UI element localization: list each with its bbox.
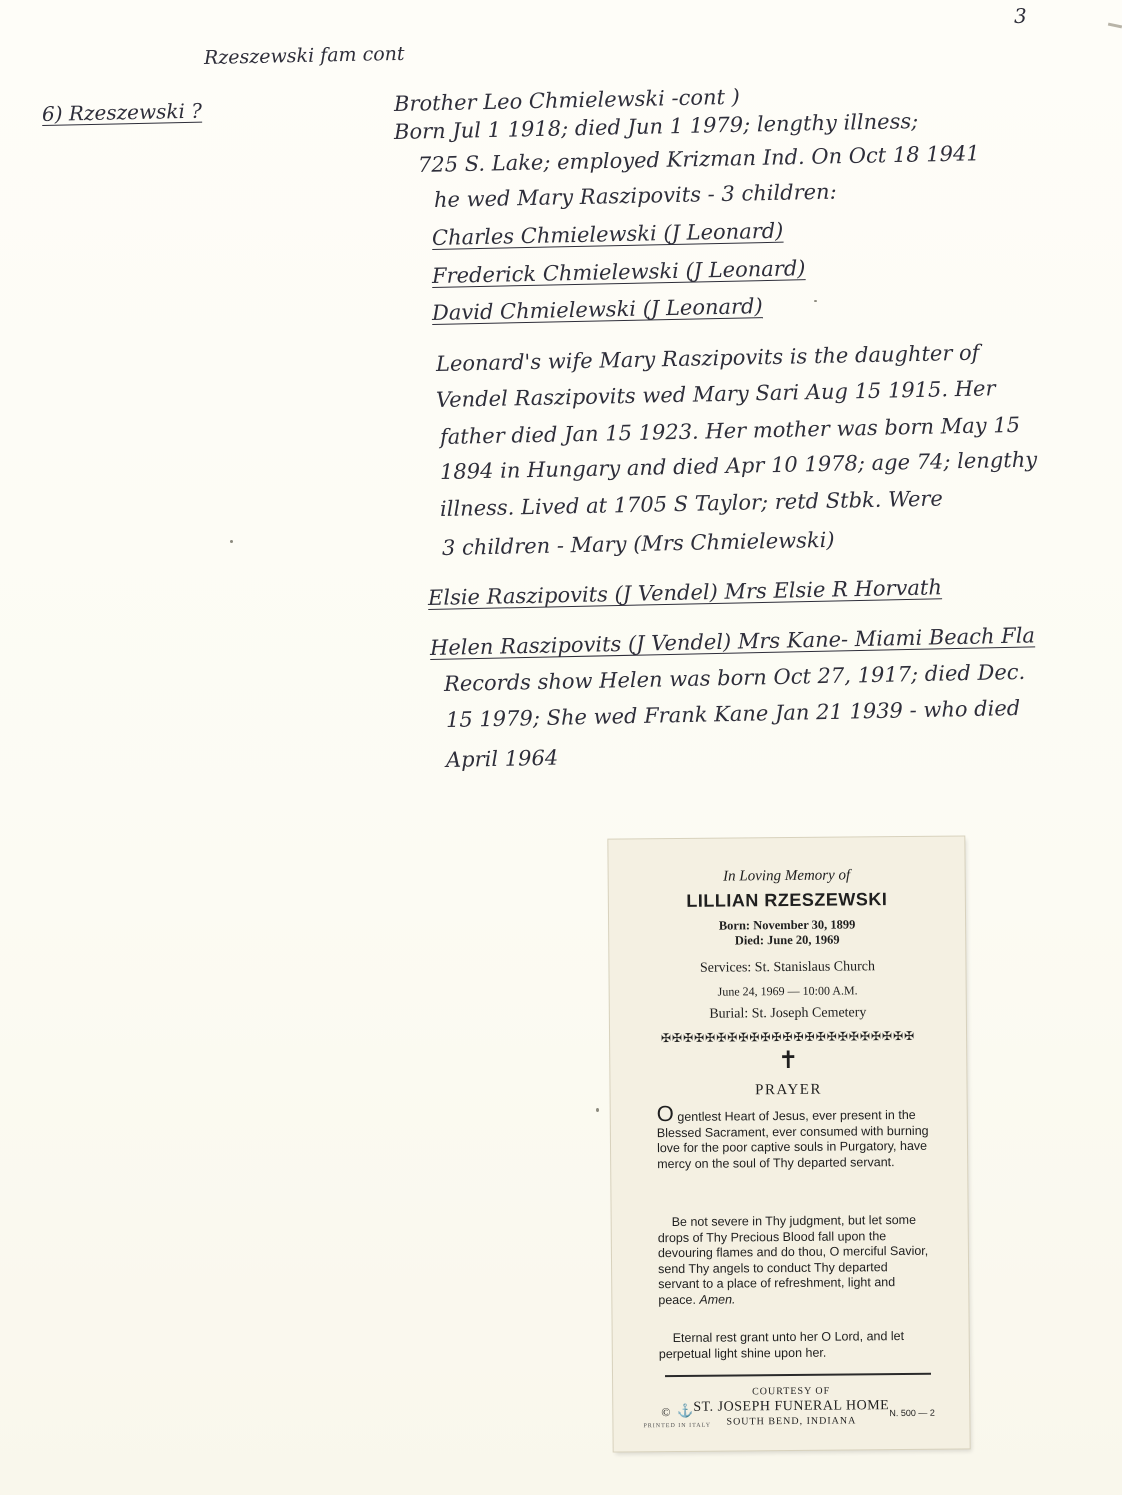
card-born: Born: November 30, 1899 [718, 917, 856, 933]
card-prayer-paragraph [658, 1213, 931, 1308]
note-line: illness. Lived at 1705 S Taylor; retd Stbk. Were [439, 486, 944, 521]
child-entry: Elsie Raszipovits (J Vendel) Mrs Elsie R Horvath [427, 575, 943, 610]
note-line: Leonard's wife Mary Raszipovits is the daughter of [435, 340, 980, 376]
card-prayer-text: gentlest Heart of Jesus, ever present in the Blessed Sacrament, ever consumed with burning love for the poor captive souls in Purgatory, have mercy on the soul of Thy departed servant. [656, 1107, 929, 1171]
card-prayer-paragraph [656, 1101, 930, 1172]
card-deceased-name: LILLIAN RZESZEWSKI [686, 889, 888, 911]
card-dates [609, 916, 965, 949]
note-line: Records show Helen was born Oct 27, 1917; died Dec. [443, 659, 1026, 696]
card-courtesy: COURTESY OF [752, 1385, 831, 1398]
card-funeral-home: ST. JOSEPH FUNERAL HOME [693, 1398, 890, 1415]
memorial-prayer-card [608, 836, 969, 1451]
anchor-icon: ⚓ [677, 1402, 694, 1418]
card-prayer-paragraph: Eternal rest grant unto her O Lord, and let perpetual light shine upon her. [658, 1329, 905, 1361]
card-drop-cap: O [656, 1101, 674, 1127]
child-entry: Frederick Chmielewski (J Leonard) [431, 256, 806, 288]
page-header: Rzeszewski fam cont [203, 42, 405, 69]
note-line: 725 S. Lake; employed Krizman Ind. On Oct 18 1941 [417, 141, 980, 177]
child-entry: Helen Raszipovits (J Vendel) Mrs Kane- Miami Beach Fla [429, 623, 1036, 660]
card-burial: Burial: St. Joseph Cemetery [709, 1005, 867, 1022]
card-prayer-title: PRAYER [755, 1081, 823, 1099]
note-line: Born Jul 1 1918; died Jun 1 1979; lengthy illness; [393, 109, 919, 144]
paper-speck [596, 1108, 599, 1112]
card-divider [665, 1373, 931, 1377]
card-services: Services: St. Stanislaus Church [699, 959, 876, 976]
section-label: 6) Rzeszewski ? [41, 98, 203, 126]
note-line: Brother Leo Chmielewski -cont ) [393, 84, 741, 116]
note-line: Vendel Raszipovits wed Mary Sari Aug 15 1915. Her [435, 376, 996, 412]
card-prayer-amen: Amen. [699, 1291, 736, 1307]
child-entry: Charles Chmielewski (J Leonard) [431, 218, 784, 250]
card-memory-line: In Loving Memory of [723, 867, 851, 885]
card-cross-border: ✠✠✠✠✠✠✠✠✠✠✠✠✠✠✠✠✠✠✠✠✠✠✠ [660, 1028, 916, 1046]
note-line: 3 children - Mary (Mrs Chmielewski) [441, 527, 835, 560]
page-number: 3 [1013, 3, 1027, 28]
paper-speck [230, 540, 233, 543]
note-line: 1894 in Hungary and died Apr 10 1978; age 74; lengthy [439, 447, 1038, 484]
card-printed-in: PRINTED IN ITALY [643, 1422, 712, 1430]
note-line: April 1964 [445, 745, 559, 772]
card-services-date: June 24, 1969 — 10:00 A.M. [717, 983, 858, 999]
cross-icon: ✝ [778, 1047, 799, 1075]
page-fold-mark [1108, 23, 1122, 29]
card-print-code: N. 500 — 2 [889, 1407, 935, 1419]
paper-speck [814, 300, 817, 302]
child-entry: David Chmielewski (J Leonard) [431, 294, 763, 325]
note-line: 15 1979; She wed Frank Kane Jan 21 1939 - who died [445, 695, 1021, 732]
card-prayer-text: Be not severe in Thy judgment, but let some drops of Thy Precious Blood fall upon the devouring flames and do thou, O merciful Savior, send Thy angels to conduct Thy departed servant to a place of refreshment, light and peace. [657, 1212, 929, 1307]
card-died: Died: June 20, 1969 [734, 932, 840, 948]
note-line: father died Jan 15 1923. Her mother was born May 15 [439, 412, 1021, 449]
copyright-icon: © [661, 1405, 671, 1420]
card-city: SOUTH BEND, INDIANA [726, 1415, 857, 1428]
note-line: he wed Mary Raszipovits - 3 children: [433, 179, 837, 212]
